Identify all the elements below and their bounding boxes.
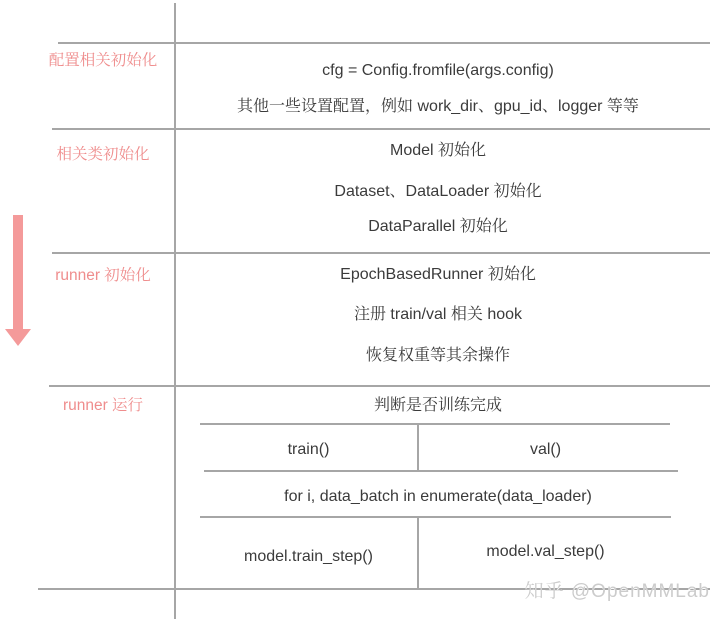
flow-arrow-shaft: [13, 215, 23, 330]
branch-table-line: [204, 470, 678, 472]
step-check-finished: 判断是否训练完成: [373, 397, 502, 414]
step-val-step: model.val_step(): [486, 543, 605, 560]
branch-table-line: [200, 516, 671, 518]
stage-label-runner-run: runner 运行: [62, 397, 144, 414]
step-dataset-init: Dataset、DataLoader 初始化: [334, 183, 542, 200]
step-runner-init: EpochBasedRunner 初始化: [340, 266, 536, 283]
step-other-settings: 其他一些设置配置，例如 work_dir、gpu_id、logger 等等: [237, 98, 639, 115]
step-cfg-fromfile: cfg = Config.fromfile(args.config): [322, 62, 554, 79]
step-dataparallel-init: DataParallel 初始化: [368, 218, 508, 235]
stage-label-runner-init: runner 初始化: [55, 267, 151, 284]
step-train-call: train(): [287, 441, 330, 458]
section-divider-line: [52, 252, 710, 254]
flow-arrow-down-icon: [5, 329, 31, 346]
section-divider-line: [58, 42, 710, 44]
step-register-hook: 注册 train/val 相关 hook: [353, 306, 523, 323]
step-resume-weights: 恢复权重等其余操作: [365, 347, 510, 364]
step-val-call: val(): [529, 441, 562, 458]
step-train-step: model.train_step(): [244, 548, 373, 565]
branch-table-line: [200, 423, 670, 425]
step-for-loop: for i, data_batch in enumerate(data_loader): [284, 488, 592, 505]
stage-label-classes: 相关类初始化: [56, 146, 150, 163]
zhihu-watermark: 知乎 @OpenMMLab: [524, 581, 710, 602]
stage-label-config: 配置相关初始化: [48, 52, 158, 69]
section-divider-line: [52, 128, 710, 130]
step-model-init: Model 初始化: [389, 142, 487, 159]
section-divider-line: [49, 385, 710, 387]
